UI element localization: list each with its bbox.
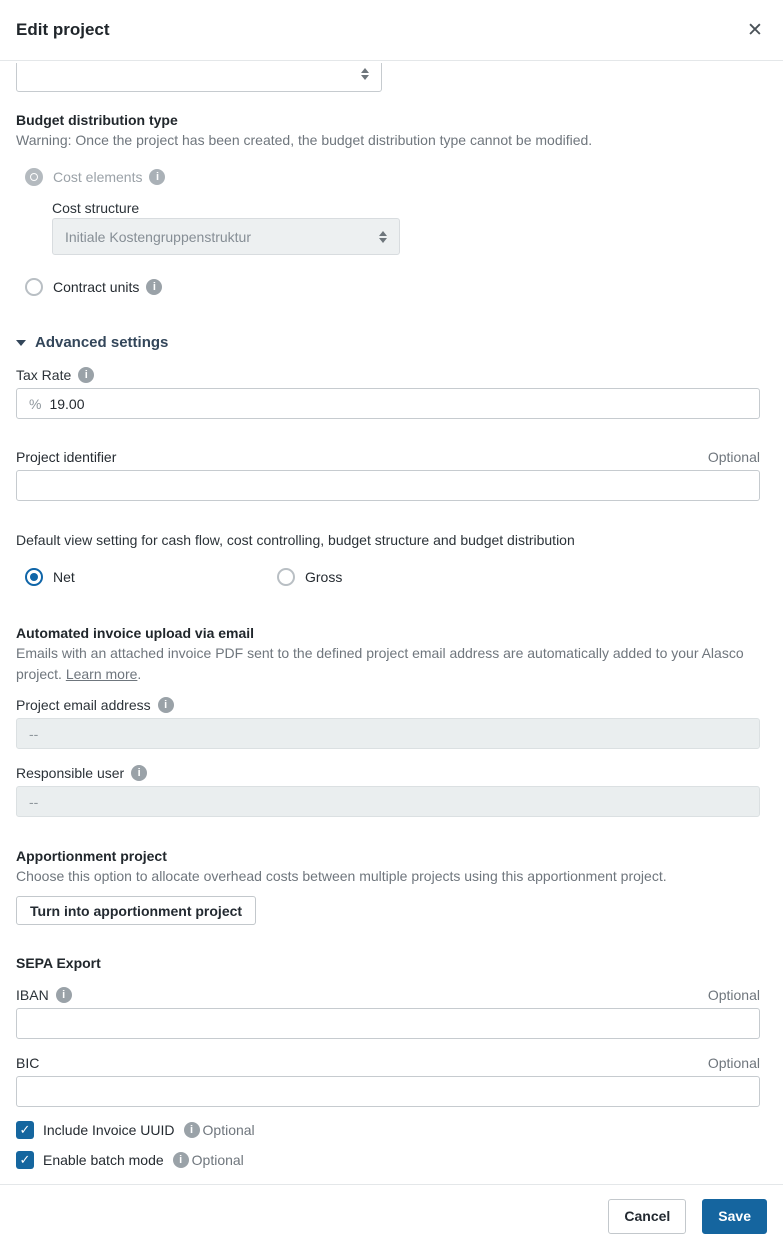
top-select[interactable] <box>16 63 382 92</box>
select-stepper-icon <box>361 68 369 80</box>
close-icon: ✕ <box>747 19 763 41</box>
responsible-user-input <box>29 794 747 810</box>
net-radio-option[interactable] <box>25 568 277 586</box>
optional-badge: Optional <box>202 1122 255 1138</box>
tax-rate-input[interactable] <box>49 396 747 412</box>
check-icon: ✓ <box>19 1152 31 1167</box>
project-identifier-input[interactable] <box>29 478 747 494</box>
invoice-upload-description <box>16 643 760 685</box>
optional-badge: Optional <box>707 987 760 1003</box>
close-button[interactable] <box>743 18 767 42</box>
cancel-button[interactable]: Cancel <box>608 1199 686 1234</box>
iban-input[interactable] <box>29 1016 747 1032</box>
default-view-label: Default view setting for cash flow, cost controlling, budget structure and budget distribution <box>16 532 575 548</box>
project-email-label-wrap <box>16 695 760 715</box>
net-radio[interactable] <box>25 568 43 586</box>
enable-batch-mode-row[interactable] <box>16 1150 760 1170</box>
check-icon: ✓ <box>19 1122 31 1137</box>
contract-units-label-wrap <box>53 279 162 295</box>
contract-units-radio-row[interactable] <box>16 278 760 296</box>
bic-input[interactable] <box>29 1084 747 1100</box>
gross-radio-option[interactable] <box>277 568 342 586</box>
optional-badge: Optional <box>707 1055 760 1071</box>
tax-rate-label-wrap <box>16 365 760 385</box>
optional-badge: Optional <box>707 449 760 465</box>
stepper-up-icon <box>361 68 369 73</box>
advanced-settings-label: Advanced settings <box>35 334 169 351</box>
percent-prefix: % <box>29 395 42 412</box>
info-icon[interactable]: i <box>56 987 72 1003</box>
invoice-description-period: . <box>137 666 142 682</box>
chevron-down-icon <box>16 340 26 346</box>
bic-label-row <box>16 1053 760 1073</box>
invoice-description-text: Emails with an attached invoice PDF sent to the defined project email address are automatically added to your Alasco project. <box>16 645 744 682</box>
turn-into-apportionment-button[interactable]: Turn into apportionment project <box>16 896 256 925</box>
info-icon[interactable]: i <box>131 765 147 781</box>
cost-structure-select <box>52 218 400 255</box>
net-gross-radio-group <box>16 568 760 586</box>
cost-elements-radio <box>25 168 43 186</box>
info-icon[interactable]: i <box>146 279 162 295</box>
gross-radio[interactable] <box>277 568 295 586</box>
include-invoice-uuid-label: Include Invoice UUID <box>43 1122 175 1138</box>
project-email-input <box>29 726 747 742</box>
cost-elements-radio-row <box>16 168 760 186</box>
enable-batch-mode-label: Enable batch mode <box>43 1152 164 1168</box>
advanced-settings-toggle[interactable] <box>16 333 760 353</box>
stepper-up-icon <box>379 231 387 236</box>
uuid-optional-wrap <box>184 1120 255 1140</box>
include-invoice-uuid-row[interactable] <box>16 1120 760 1140</box>
cost-elements-label-wrap <box>53 169 165 185</box>
stepper-down-icon <box>361 75 369 80</box>
bic-input-wrap <box>16 1076 760 1107</box>
iban-label: IBAN <box>16 987 49 1003</box>
project-email-label: Project email address <box>16 697 151 713</box>
responsible-user-label-wrap <box>16 763 760 783</box>
info-icon[interactable]: i <box>78 367 94 383</box>
modal-body <box>0 61 783 1184</box>
contract-units-label: Contract units <box>53 279 140 295</box>
apportionment-heading: Apportionment project <box>16 848 167 864</box>
learn-more-link[interactable]: Learn more <box>65 666 138 682</box>
iban-input-wrap <box>16 1008 760 1039</box>
responsible-user-label: Responsible user <box>16 765 125 781</box>
tax-rate-label: Tax Rate <box>16 367 72 383</box>
modal-footer <box>0 1184 783 1247</box>
bic-label: BIC <box>16 1055 40 1071</box>
net-label: Net <box>53 569 75 585</box>
contract-units-radio[interactable] <box>25 278 43 296</box>
responsible-user-input-wrap <box>16 786 760 817</box>
scrolled-select-clip <box>16 63 382 93</box>
batch-optional-wrap <box>173 1150 244 1170</box>
save-button[interactable]: Save <box>702 1199 767 1234</box>
gross-label: Gross <box>305 569 343 585</box>
cost-elements-label: Cost elements <box>53 169 143 185</box>
tax-rate-input-wrap <box>16 388 760 419</box>
optional-badge: Optional <box>191 1152 244 1168</box>
info-icon[interactable]: i <box>184 1122 200 1138</box>
project-identifier-input-wrap <box>16 470 760 501</box>
info-icon[interactable]: i <box>158 697 174 713</box>
cost-structure-label: Cost structure <box>52 200 140 216</box>
select-stepper-icon <box>379 231 387 243</box>
cost-structure-value: Initiale Kostengruppenstruktur <box>65 228 251 245</box>
include-invoice-uuid-checkbox[interactable] <box>16 1121 34 1139</box>
stepper-down-icon <box>379 238 387 243</box>
project-identifier-label-row <box>16 447 760 467</box>
sepa-export-heading: SEPA Export <box>16 955 101 971</box>
iban-label-row <box>16 985 760 1005</box>
enable-batch-mode-checkbox[interactable] <box>16 1151 34 1169</box>
project-email-input-wrap <box>16 718 760 749</box>
invoice-upload-heading: Automated invoice upload via email <box>16 625 255 641</box>
apportionment-description: Choose this option to allocate overhead costs between multiple projects using this apportionment project. <box>16 868 667 884</box>
project-identifier-label: Project identifier <box>16 449 117 465</box>
info-icon[interactable]: i <box>173 1152 189 1168</box>
modal-header <box>0 0 783 61</box>
page-title: Edit project <box>16 20 110 39</box>
budget-distribution-warning: Warning: Once the project has been created, the budget distribution type cannot be modified. <box>16 132 593 148</box>
iban-label-wrap <box>16 985 72 1005</box>
info-icon[interactable]: i <box>149 169 165 185</box>
budget-distribution-heading: Budget distribution type <box>16 112 178 128</box>
